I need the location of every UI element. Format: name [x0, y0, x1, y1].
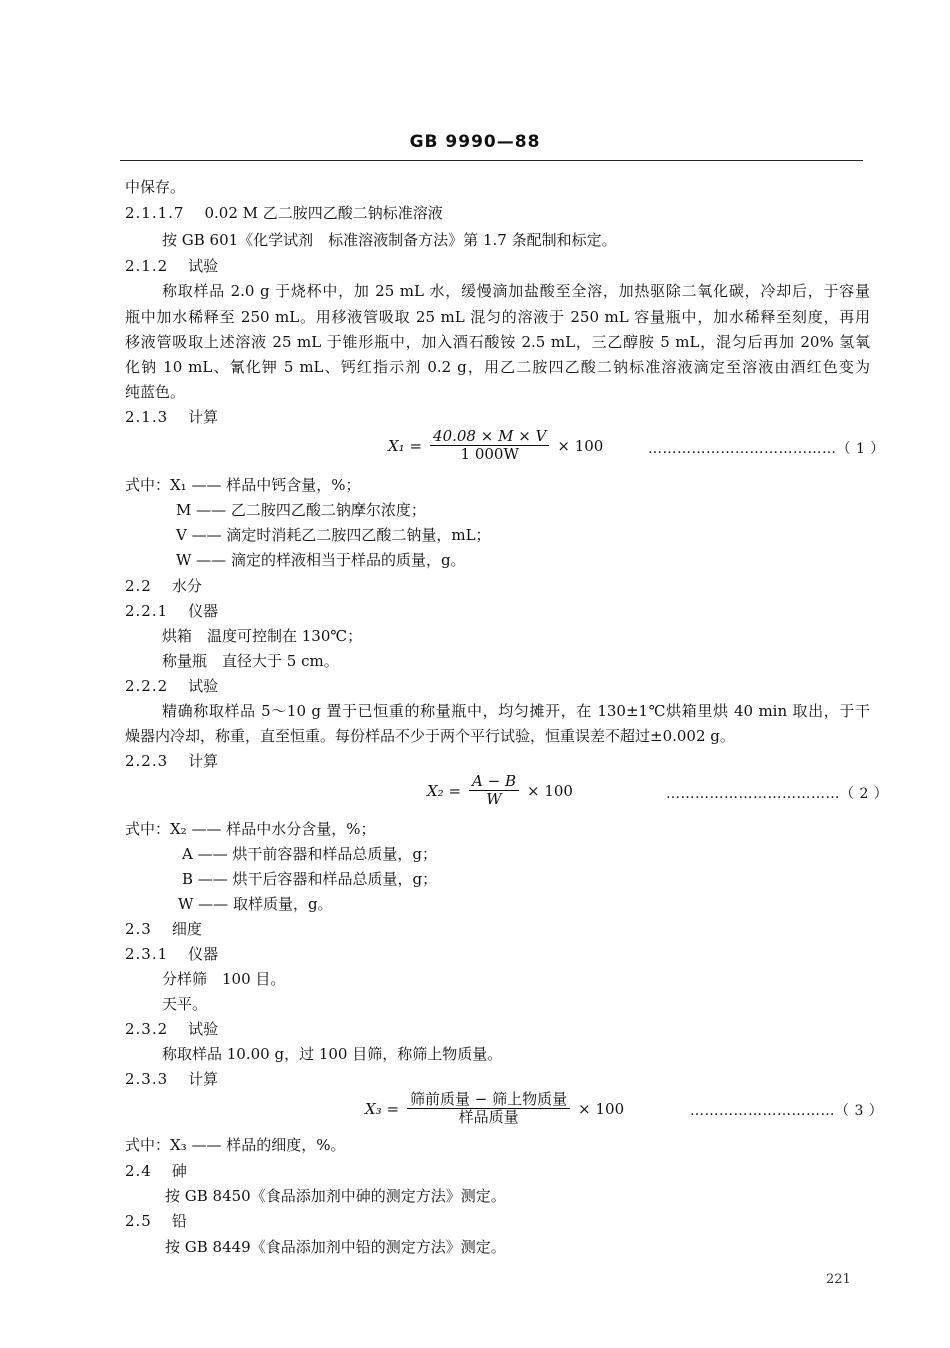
paragraph-line: 称取样品 2.0 g 于烧杯中，加 25 mL 水，缓慢滴加盐酸至全溶，加热驱除二氧化碳，冷却后，于容量 — [162, 282, 870, 300]
section-number: 2.1.3 — [125, 408, 169, 426]
formula-fraction — [430, 428, 549, 463]
section-title: 试验 — [188, 1020, 219, 1038]
formula-2 — [427, 773, 573, 808]
section-2-2-heading — [125, 575, 202, 597]
variable-definition: B —— 烘干后容器和样品总质量，g； — [182, 870, 438, 888]
variable-definition: W —— 滴定的样液相当于样品的质量，g。 — [176, 551, 466, 569]
formula-lhs: X₁ = — [388, 436, 423, 455]
list-item: 烘箱 温度可控制在 130℃； — [162, 627, 363, 645]
section-title: 仪器 — [188, 945, 219, 963]
section-number: 2.4 — [125, 1162, 152, 1180]
variable-definition: V —— 滴定时消耗乙二胺四乙酸二钠量，mL； — [176, 526, 491, 544]
section-2-5-heading — [125, 1210, 187, 1232]
section-2-2-2-heading — [125, 675, 218, 697]
equation-number: …………………………（ 3 ） — [690, 1103, 884, 1119]
section-number: 2.1.2 — [125, 257, 169, 275]
standard-header: GB 9990—88 — [409, 132, 541, 152]
section-title: 仪器 — [188, 602, 219, 620]
section-title: 计算 — [188, 752, 219, 770]
section-2-4-heading — [125, 1160, 187, 1182]
section-number: 2.2.1 — [125, 602, 169, 620]
section-number: 2.2.3 — [125, 752, 169, 770]
section-2-1-3-heading — [125, 406, 218, 428]
formula-multiplier: × 100 — [578, 1099, 625, 1118]
section-number: 2.3.3 — [125, 1070, 169, 1088]
paragraph-line: 移液管吸取上述溶液 25 mL 于锥形瓶中，加入酒石酸铵 2.5 mL，三乙醇胺 5 mL，混匀后再加 20% 氢氧 — [125, 333, 870, 351]
section-title: 砷 — [171, 1162, 187, 1180]
variable-definition: 式中：X₁ —— 样品中钙含量，%； — [125, 476, 361, 494]
section-2-2-3-heading — [125, 750, 218, 772]
section-title: 试验 — [188, 257, 219, 275]
equation-number: …………………………………（ 1 ） — [648, 441, 885, 457]
formula-numerator: A − B — [469, 773, 519, 791]
section-title: 试验 — [188, 677, 219, 695]
continuation-text: 中保存。 — [125, 178, 186, 196]
section-number: 2.2 — [125, 577, 152, 595]
section-title: 水分 — [171, 577, 202, 595]
page-number: 221 — [826, 1272, 851, 1287]
formula-fraction — [407, 1091, 570, 1126]
paragraph-line: 按 GB 8450《食品添加剂中砷的测定方法》测定。 — [165, 1187, 506, 1205]
formula-lhs: X₂ = — [427, 781, 462, 800]
list-item: 天平。 — [162, 995, 208, 1013]
formula-denominator: 1 000W — [460, 445, 519, 463]
paragraph-line: 化钠 10 mL、氰化钾 5 mL、钙红指示剂 0.2 g，用乙二胺四乙酸二钠标准溶液滴定至溶液由酒红色变为 — [125, 358, 870, 376]
equation-number: ………………………………（ 2 ） — [666, 786, 889, 802]
section-title: 计算 — [188, 1070, 219, 1088]
section-title: 计算 — [188, 408, 219, 426]
section-number: 2.3.2 — [125, 1020, 169, 1038]
paragraph-line: 精确称取样品 5～10 g 置于已恒重的称量瓶中，均匀摊开，在 130±1℃烘箱里烘 40 min 取出，于干 — [162, 702, 870, 720]
formula-denominator: W — [486, 790, 502, 808]
paragraph-line: 按 GB 8449《食品添加剂中铅的测定方法》测定。 — [165, 1238, 506, 1256]
section-number: 2.1.1.7 — [125, 204, 185, 222]
formula-3 — [365, 1091, 624, 1126]
section-title: 铅 — [171, 1212, 187, 1230]
section-title: 0.02 M 乙二胺四乙酸二钠标准溶液 — [204, 204, 443, 222]
header-rule — [120, 160, 863, 161]
section-2-1-1-7-heading — [125, 202, 443, 224]
section-title: 细度 — [171, 920, 202, 938]
list-item: 称量瓶 直径大于 5 cm。 — [162, 652, 339, 670]
variable-definition: W —— 取样质量，g。 — [178, 895, 333, 913]
section-number: 2.5 — [125, 1212, 152, 1230]
section-number: 2.3.1 — [125, 945, 169, 963]
paragraph-line: 瓶中加水稀释至 250 mL。用移液管吸取 25 mL 混匀的溶液于 250 mL 容量瓶中，加水稀释至刻度，再用 — [125, 308, 870, 326]
variable-definition: A —— 烘干前容器和样品总质量，g； — [182, 845, 437, 863]
variable-definition: 式中：X₃ —— 样品的细度，%。 — [125, 1136, 346, 1154]
variable-definition: M —— 乙二胺四乙酸二钠摩尔浓度； — [176, 501, 426, 519]
list-item: 分样筛 100 目。 — [162, 970, 286, 988]
section-number: 2.2.2 — [125, 677, 169, 695]
formula-denominator: 样品质量 — [458, 1108, 519, 1126]
section-2-1-2-heading — [125, 255, 218, 277]
formula-fraction — [469, 773, 519, 808]
formula-lhs: X₃ = — [365, 1099, 400, 1118]
formula-multiplier: × 100 — [527, 781, 573, 800]
variable-definition: 式中：X₂ —— 样品中水分含量，%； — [125, 820, 376, 838]
section-number: 2.3 — [125, 920, 152, 938]
formula-1 — [388, 428, 603, 463]
section-2-3-heading — [125, 918, 202, 940]
paragraph-line: 燥器内冷却，称重，直至恒重。每份样品不少于两个平行试验，恒重误差不超过±0.002 g。 — [125, 727, 735, 745]
paragraph-line: 称取样品 10.00 g，过 100 目筛，称筛上物质量。 — [162, 1045, 503, 1063]
section-2-3-2-heading — [125, 1018, 218, 1040]
section-2-1-1-7-body: 按 GB 601《化学试剂 标准溶液制备方法》第 1.7 条配制和标定。 — [162, 231, 617, 249]
section-2-3-3-heading — [125, 1068, 218, 1090]
formula-numerator: 40.08 × M × V — [430, 428, 549, 446]
paragraph-line: 纯蓝色。 — [125, 383, 186, 401]
formula-multiplier: × 100 — [557, 436, 604, 455]
section-2-2-1-heading — [125, 600, 218, 622]
formula-numerator: 筛前质量 − 筛上物质量 — [407, 1091, 570, 1109]
section-2-3-1-heading — [125, 943, 218, 965]
